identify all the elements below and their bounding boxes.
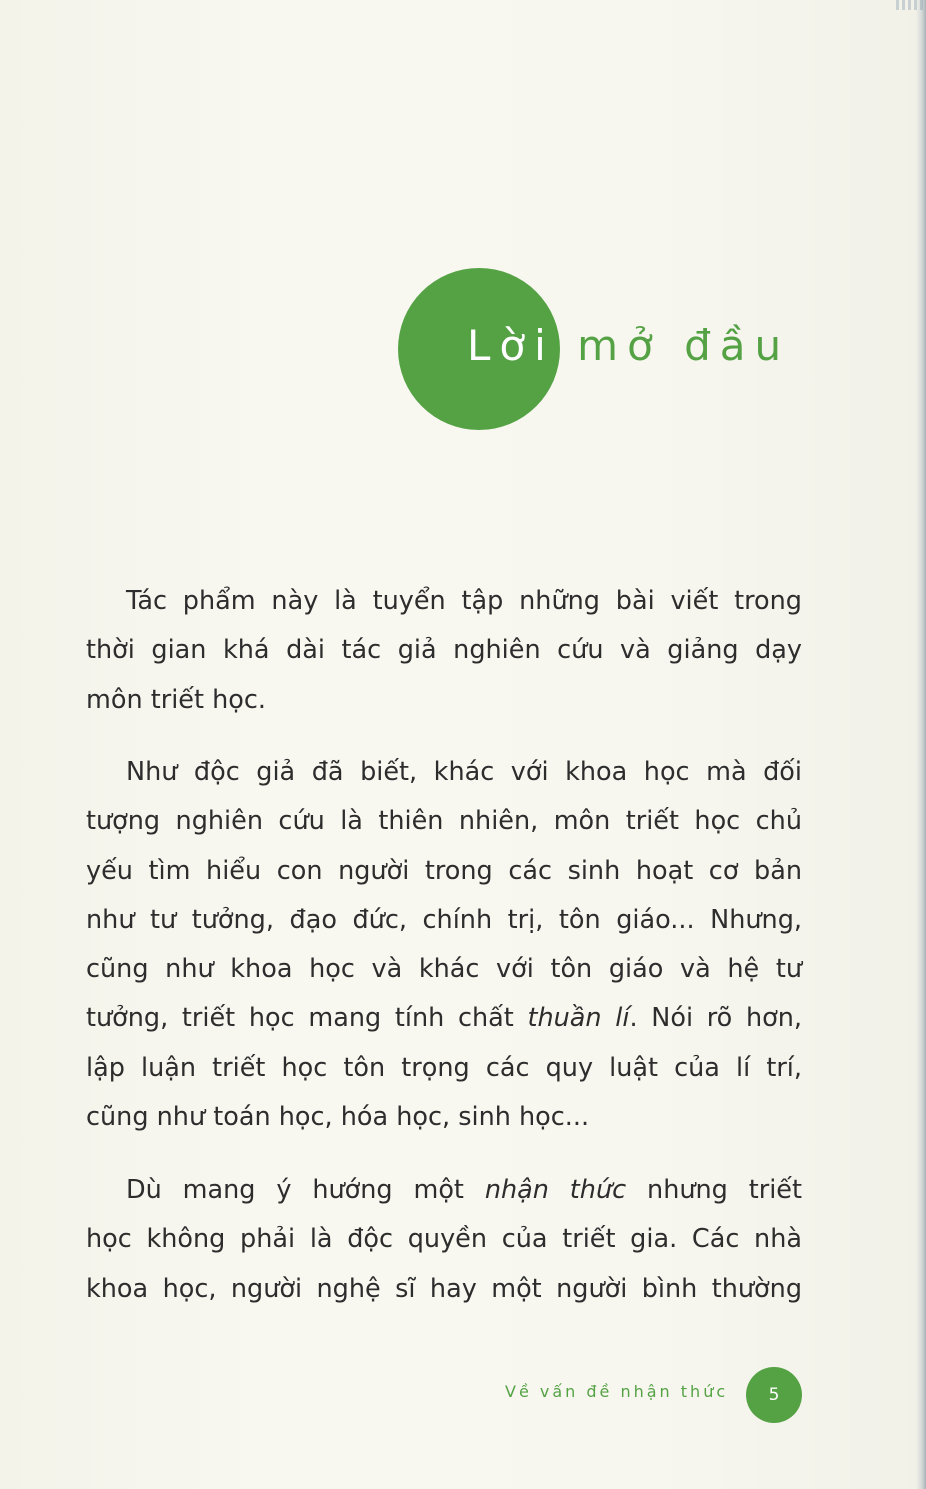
text-line: học không phải là độc quyền của triết gia. Các nhà — [86, 1224, 802, 1255]
text-line: yếu tìm hiểu con người trong các sinh hoạt cơ bản — [86, 855, 802, 886]
text-segment: Dù mang ý hướng một — [126, 1175, 485, 1205]
paragraph-1 — [86, 577, 802, 725]
text-line: cũng như khoa học và khác với tôn giáo và hệ tư — [86, 954, 802, 985]
text-line: Như độc giả đã biết, khác với khoa học mà đối — [126, 757, 802, 787]
italic-term: nhận thức — [484, 1175, 627, 1205]
chapter-heading — [467, 318, 790, 374]
paragraph-3 — [86, 1166, 802, 1314]
text-line — [86, 994, 802, 1043]
page-edge-top — [896, 0, 926, 10]
text-segment: . Nói rõ hơn, — [629, 1003, 802, 1034]
heading-part-green: mở đầu — [577, 321, 791, 370]
text-line — [86, 1166, 802, 1215]
text-segment: tưởng, triết học mang tính chất — [86, 1003, 528, 1034]
page-number: 5 — [746, 1367, 802, 1423]
paragraph-2 — [86, 748, 802, 1142]
text-line: thời gian khá dài tác giả nghiên cứu và giảng dạy — [86, 635, 802, 666]
text-segment: nhưng triết — [626, 1175, 802, 1205]
text-line: môn triết học. — [86, 684, 266, 715]
text-line: khoa học, người nghệ sĩ hay một người bình thường — [86, 1273, 802, 1304]
heading-part-white: Lời — [467, 321, 555, 370]
running-footer-title: Về vấn đề nhận thức — [505, 1382, 729, 1401]
text-line: cũng như toán học, hóa học, sinh học... — [86, 1102, 590, 1133]
text-line: Tác phẩm này là tuyển tập những bài viết trong — [126, 586, 802, 616]
italic-term: thuần lí — [527, 1003, 630, 1034]
text-line: lập luận triết học tôn trọng các quy luật của lí trí, — [86, 1052, 802, 1083]
page-edge — [916, 0, 926, 1489]
text-line: tượng nghiên cứu là thiên nhiên, môn triết học chủ — [86, 806, 802, 837]
text-line: như tư tưởng, đạo đức, chính trị, tôn giáo... Nhưng, — [86, 904, 802, 935]
